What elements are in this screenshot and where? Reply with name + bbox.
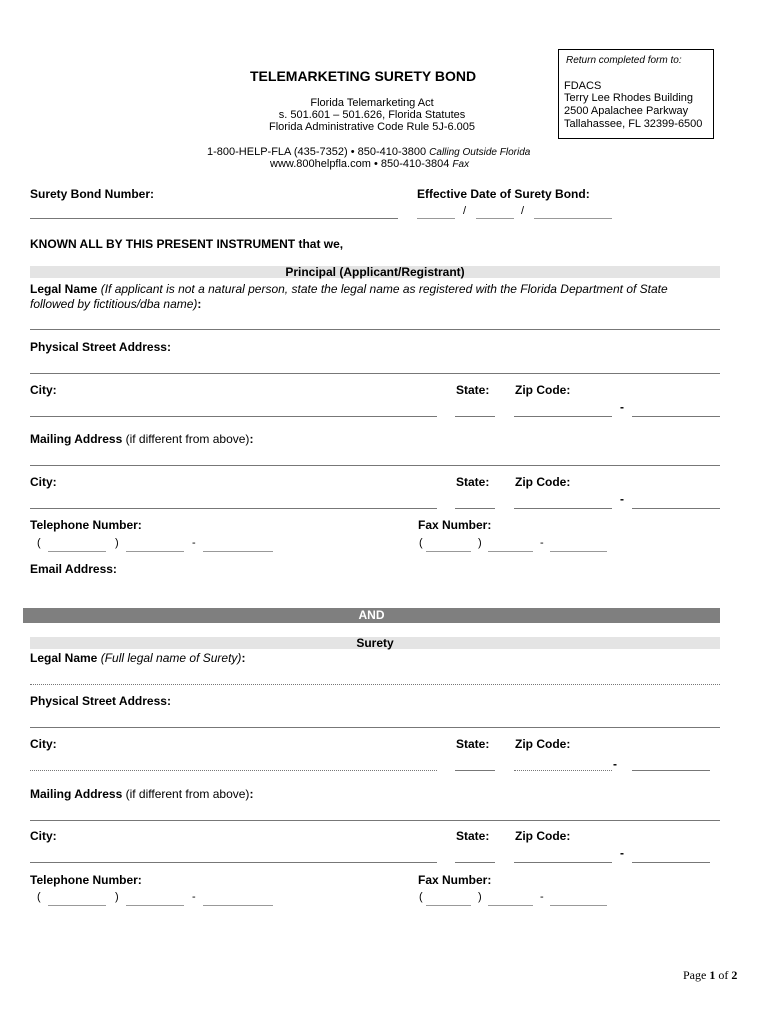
- zip-dash: -: [620, 492, 624, 506]
- bond-number-field[interactable]: [30, 218, 398, 219]
- surety-state-label: State:: [456, 737, 490, 751]
- surety-mailing-zip4-field[interactable]: [632, 862, 710, 863]
- and-divider: AND: [23, 608, 720, 623]
- surety-phone-line-field[interactable]: [203, 905, 273, 906]
- principal-heading: Principal (Applicant/Registrant): [285, 265, 465, 279]
- principal-street-field[interactable]: [30, 373, 720, 374]
- principal-zip-label: Zip Code:: [515, 383, 571, 397]
- surety-mailing-label: [30, 787, 253, 801]
- surety-zip-label: Zip Code:: [515, 737, 571, 751]
- paren-close: ): [115, 537, 119, 549]
- phone-line: [207, 146, 530, 158]
- zip-dash: -: [613, 757, 617, 771]
- surety-zip4-field[interactable]: [632, 770, 710, 771]
- legal-name-colon: :: [241, 651, 246, 665]
- act-name: Florida Telemarketing Act: [310, 97, 434, 109]
- mailing-colon: :: [249, 787, 254, 801]
- return-heading: Return completed form to:: [566, 55, 682, 66]
- date-separator-1: /: [463, 205, 467, 217]
- principal-mailing-label: [30, 432, 253, 446]
- principal-city-field[interactable]: [30, 416, 437, 417]
- principal-fax-label: Fax Number:: [418, 518, 492, 532]
- surety-fax-area-field[interactable]: [426, 905, 471, 906]
- principal-fax-prefix-field[interactable]: [488, 551, 533, 552]
- zip-dash: -: [620, 400, 624, 414]
- effective-day-field[interactable]: [476, 218, 514, 219]
- fax-dash: -: [540, 891, 544, 903]
- effective-month-field[interactable]: [417, 218, 455, 219]
- principal-phone-line-field[interactable]: [203, 551, 273, 552]
- principal-mailing-zip-label: Zip Code:: [515, 475, 571, 489]
- fax-note: Fax: [452, 159, 470, 170]
- surety-street-label: Physical Street Address:: [30, 694, 171, 708]
- principal-mailing-zip4-field[interactable]: [632, 508, 720, 509]
- surety-mailing-field[interactable]: [30, 820, 720, 821]
- legal-name-colon: :: [197, 297, 202, 311]
- legal-name-note: (Full legal name of Surety): [100, 651, 242, 665]
- known-all-statement: KNOWN ALL BY THIS PRESENT INSTRUMENT that we,: [30, 237, 344, 251]
- legal-name-note: (If applicant is not a natural person, state the legal name as registered with the Florida Department of State: [100, 282, 668, 296]
- mailing-colon: :: [249, 432, 254, 446]
- principal-legal-name-label: [30, 282, 668, 296]
- date-separator-2: /: [521, 205, 525, 217]
- principal-state-field[interactable]: [455, 416, 495, 417]
- surety-mailing-state-field[interactable]: [455, 862, 495, 863]
- paren-open: (: [419, 537, 423, 549]
- surety-mailing-city-field[interactable]: [30, 862, 437, 863]
- mailing-note: (if different from above): [125, 787, 250, 801]
- surety-telephone-label: Telephone Number:: [30, 873, 142, 887]
- mailing-bold: Mailing Address: [30, 787, 123, 801]
- effective-date-label: Effective Date of Surety Bond:: [417, 187, 590, 201]
- surety-zip-field[interactable]: [514, 770, 612, 771]
- surety-fax-prefix-field[interactable]: [488, 905, 533, 906]
- surety-fax-label: Fax Number:: [418, 873, 492, 887]
- principal-fax-area-field[interactable]: [426, 551, 471, 552]
- surety-mailing-state-label: State:: [456, 829, 490, 843]
- phone-dash: -: [192, 537, 196, 549]
- paren-open: (: [419, 891, 423, 903]
- effective-year-field[interactable]: [534, 218, 612, 219]
- paren-close: ): [478, 537, 482, 549]
- surety-phone-area-field[interactable]: [48, 905, 106, 906]
- return-building: Terry Lee Rhodes Building: [564, 92, 694, 104]
- principal-phone-area-field[interactable]: [48, 551, 106, 552]
- surety-mailing-zip-field[interactable]: [514, 862, 612, 863]
- legal-name-note-cont: followed by fictitious/dba name): [30, 297, 198, 311]
- return-city: Tallahassee, FL 32399-6500: [564, 118, 703, 130]
- surety-state-field[interactable]: [455, 770, 495, 771]
- surety-heading: Surety: [356, 636, 394, 650]
- bond-number-label: Surety Bond Number:: [30, 187, 155, 201]
- surety-street-field[interactable]: [30, 727, 720, 728]
- principal-legal-name-label-cont: [30, 297, 201, 311]
- principal-email-label: Email Address:: [30, 562, 117, 576]
- paren-close: ): [115, 891, 119, 903]
- phone-note: Calling Outside Florida: [429, 147, 531, 158]
- paren-open: (: [37, 891, 41, 903]
- principal-mailing-city-label: City:: [30, 475, 57, 489]
- rule-citation: Florida Administrative Code Rule 5J-6.005: [268, 121, 476, 133]
- page-word: Page: [683, 968, 707, 982]
- mailing-note: (if different from above): [125, 432, 250, 446]
- return-street: 2500 Apalachee Parkway: [564, 105, 689, 117]
- principal-mailing-state-label: State:: [456, 475, 490, 489]
- principal-zip-field[interactable]: [514, 416, 612, 417]
- surety-city-field[interactable]: [30, 770, 437, 771]
- surety-city-label: City:: [30, 737, 57, 751]
- paren-open: (: [37, 537, 41, 549]
- principal-city-label: City:: [30, 383, 57, 397]
- page-current: 1: [709, 968, 716, 982]
- return-agency: FDACS: [564, 80, 602, 92]
- principal-mailing-city-field[interactable]: [30, 508, 437, 509]
- principal-state-label: State:: [456, 383, 490, 397]
- legal-name-bold: Legal Name: [30, 282, 98, 296]
- form-title: TELEMARKETING SURETY BOND: [250, 68, 477, 84]
- page-indicator: [683, 968, 737, 983]
- principal-fax-line-field[interactable]: [550, 551, 607, 552]
- page-of: of: [718, 968, 729, 982]
- principal-phone-prefix-field[interactable]: [126, 551, 184, 552]
- principal-legal-name-field[interactable]: [30, 329, 720, 330]
- surety-legal-name-label: [30, 651, 245, 665]
- surety-mailing-city-label: City:: [30, 829, 57, 843]
- principal-zip4-field[interactable]: [632, 416, 720, 417]
- principal-mailing-state-field[interactable]: [455, 508, 495, 509]
- fax-dash: -: [540, 537, 544, 549]
- statute-citation: s. 501.601 – 501.626, Florida Statutes: [278, 109, 466, 121]
- surety-phone-prefix-field[interactable]: [126, 905, 184, 906]
- principal-mailing-zip-field[interactable]: [514, 508, 612, 509]
- mailing-bold: Mailing Address: [30, 432, 123, 446]
- zip-dash: -: [620, 846, 624, 860]
- surety-mailing-zip-label: Zip Code:: [515, 829, 571, 843]
- web-line: [270, 158, 469, 170]
- principal-street-label: Physical Street Address:: [30, 340, 171, 354]
- surety-legal-name-field[interactable]: [30, 684, 720, 685]
- phone-dash: -: [192, 891, 196, 903]
- legal-name-bold: Legal Name: [30, 651, 98, 665]
- web-and-fax: www.800helpfla.com • 850-410-3804: [270, 158, 450, 170]
- principal-mailing-field[interactable]: [30, 465, 720, 466]
- phone-numbers: 1-800-HELP-FLA (435-7352) • 850-410-3800: [207, 146, 427, 158]
- principal-telephone-label: Telephone Number:: [30, 518, 142, 532]
- paren-close: ): [478, 891, 482, 903]
- surety-fax-line-field[interactable]: [550, 905, 607, 906]
- page-total: 2: [731, 968, 738, 982]
